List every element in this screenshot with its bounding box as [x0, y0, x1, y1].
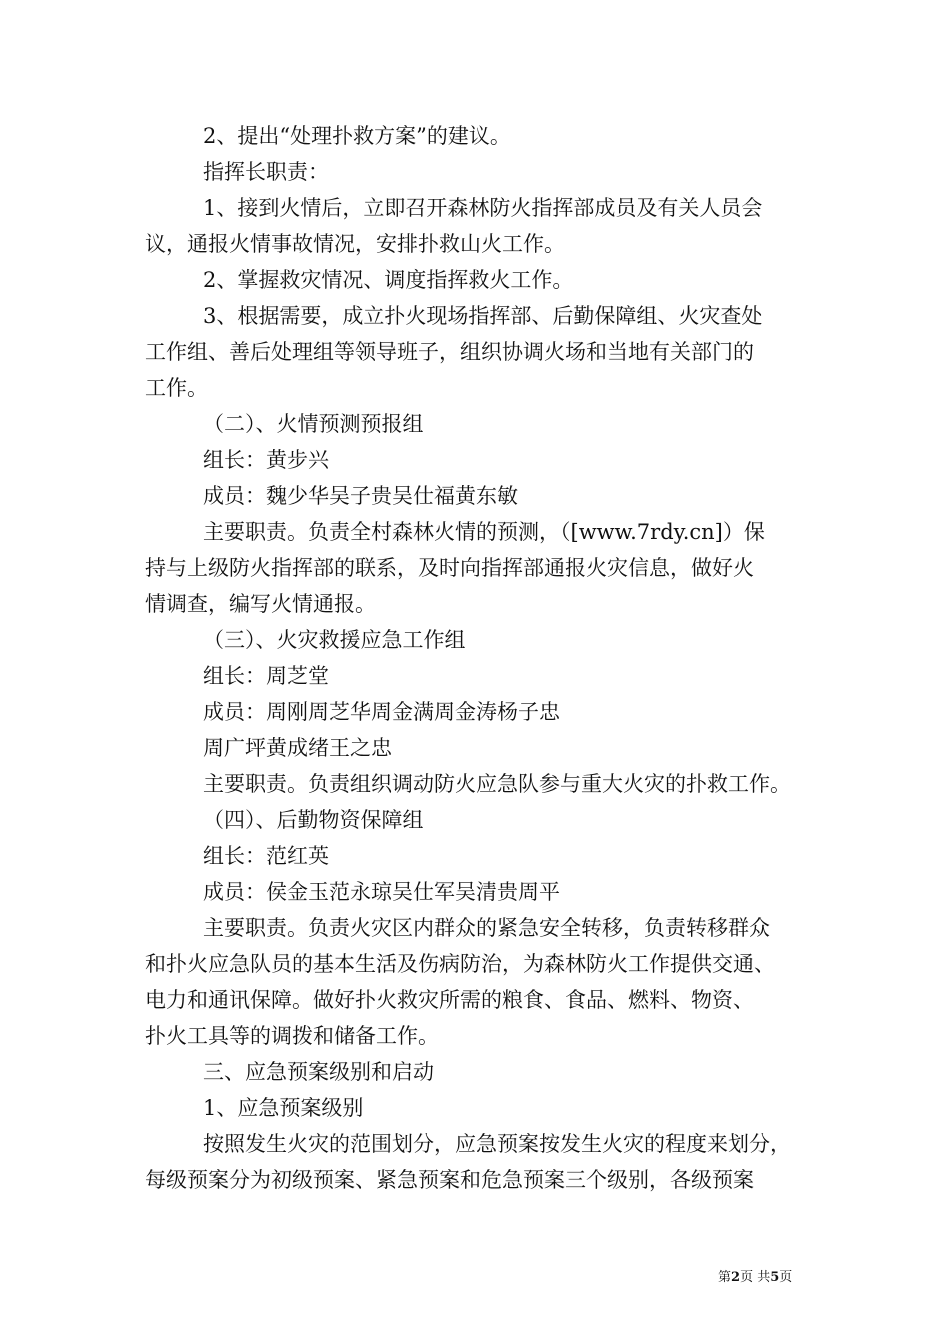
- text-line: 1、应急预案级别: [203, 1096, 364, 1120]
- footer-suffix: 页: [779, 1270, 793, 1285]
- text-line: 按照发生火灾的范围划分，应急预案按发生火灾的程度来划分，: [203, 1132, 791, 1156]
- text-line: 成员：侯金玉范永琼吴仕军吴清贵周平: [203, 880, 560, 904]
- text-line: 1、接到火情后，立即召开森林防火指挥部成员及有关人员会: [203, 196, 763, 220]
- text-line: 每级预案分为初级预案、紧急预案和危急预案三个级别，各级预案: [145, 1168, 754, 1192]
- text-line: 成员：魏少华吴子贵吴仕福黄东敏: [203, 484, 518, 508]
- text-line: 周广坪黄成绪王之忠: [203, 736, 392, 760]
- text-line: 2、提出“处理扑救方案”的建议。: [203, 124, 511, 148]
- text-line: 组长：周芝堂: [203, 664, 329, 688]
- text-line: 三、应急预案级别和启动: [203, 1060, 434, 1084]
- footer-prefix: 第: [718, 1270, 732, 1285]
- page-footer: [718, 1270, 792, 1286]
- text-line: 指挥长职责：: [203, 160, 329, 184]
- text-line: 组长：黄步兴: [203, 448, 329, 472]
- text-line: 成员：周刚周芝华周金满周金涛杨子忠: [203, 700, 560, 724]
- footer-page-number: 2: [731, 1270, 741, 1285]
- text-line: 工作组、善后处理组等领导班子，组织协调火场和当地有关部门的: [145, 340, 754, 364]
- text-line: 情调查，编写火情通报。: [145, 592, 376, 616]
- text-line: 持与上级防火指挥部的联系，及时向指挥部通报火灾信息，做好火: [145, 556, 754, 580]
- text-line: 主要职责。负责组织调动防火应急队参与重大火灾的扑救工作。: [203, 772, 791, 796]
- document-body: [145, 118, 825, 1198]
- text-line: 和扑火应急队员的基本生活及伤病防治，为森林防火工作提供交通、: [145, 952, 775, 976]
- text-line: 主要职责。负责火灾区内群众的紧急安全转移，负责转移群众: [203, 916, 770, 940]
- text-line: 工作。: [145, 376, 208, 400]
- text-line: 2、掌握救灾情况、调度指挥救火工作。: [203, 268, 574, 292]
- text-line: （二）、火情预测预报组: [203, 412, 424, 436]
- footer-total-pages: 5: [770, 1270, 780, 1285]
- footer-middle: 页 共: [740, 1270, 771, 1285]
- text-line: （四）、后勤物资保障组: [203, 808, 424, 832]
- text-line: （三）、火灾救援应急工作组: [203, 628, 466, 652]
- text-line: 扑火工具等的调拨和储备工作。: [145, 1024, 439, 1048]
- text-line: 主要职责。负责全村森林火情的预测，（[www.7rdy.cn]）保: [203, 520, 765, 544]
- text-line: 电力和通讯保障。做好扑火救灾所需的粮食、食品、燃料、物资、: [145, 988, 754, 1012]
- text-line: 组长：范红英: [203, 844, 329, 868]
- text-line: 议，通报火情事故情况，安排扑救山火工作。: [145, 232, 565, 256]
- text-line: 3、根据需要，成立扑火现场指挥部、后勤保障组、火灾查处: [203, 304, 763, 328]
